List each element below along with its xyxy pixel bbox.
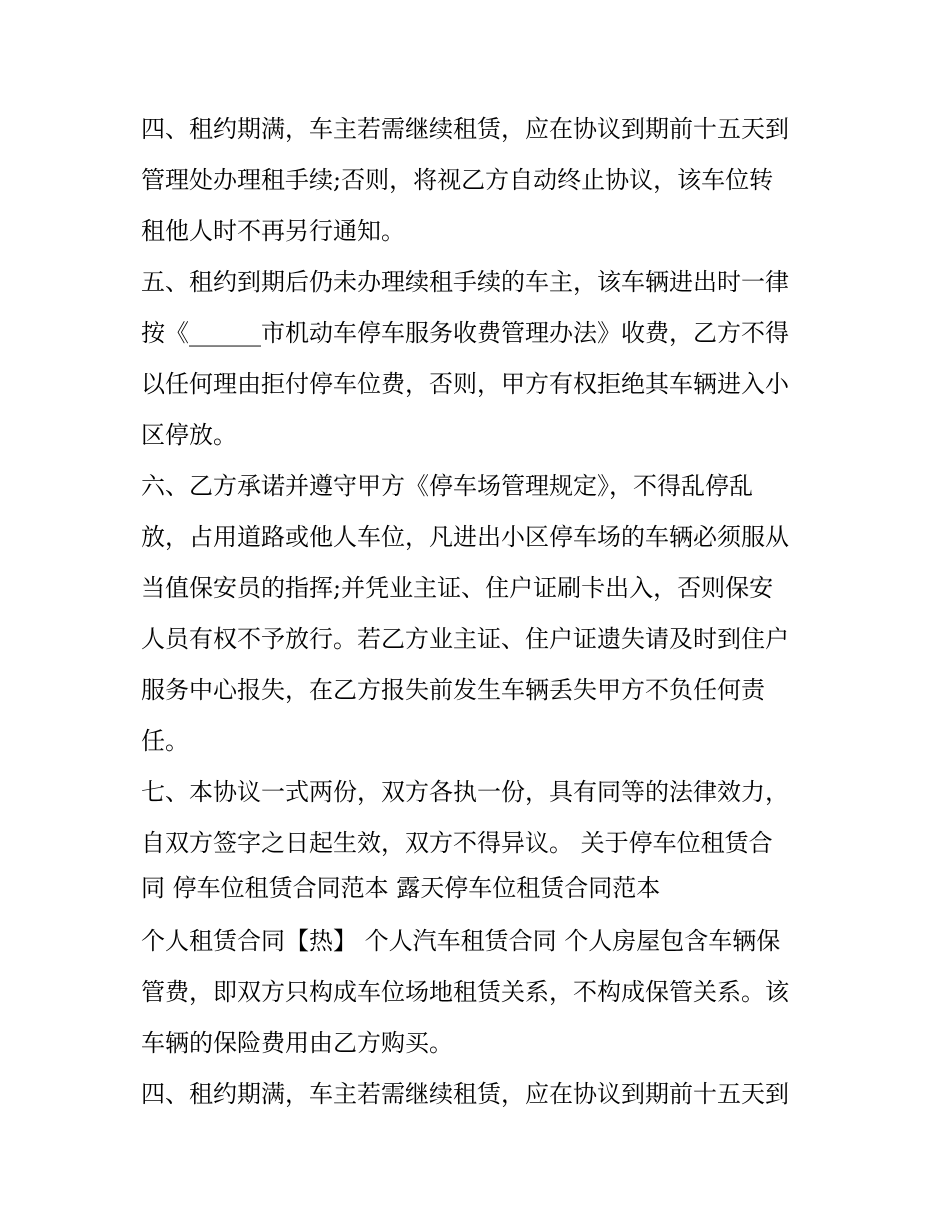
text-line: 四、租约期满，车主若需继续租赁，应在协议到期前十五天到 [141, 115, 789, 143]
text-line: 五、租约到期后仍未办理续租手续的车主，该车辆进出时一律 [141, 268, 789, 296]
text-line: 四、租约期满，车主若需继续租赁，应在协议到期前十五天到 [141, 1080, 789, 1108]
text-line: 管费，即双方只构成车位场地租赁关系，不构成保管关系。该 [141, 978, 789, 1006]
text-line: 当值保安员的指挥;并凭业主证、住户证刷卡出入，否则保安 [141, 574, 774, 602]
text-line: 管理处办理租手续;否则，将视乙方自动终止协议，该车位转 [141, 166, 774, 194]
text-line: 同 停车位租赁合同范本 露天停车位租赁合同范本 [141, 874, 661, 902]
text-line: 租他人时不再另行通知。 [141, 217, 405, 245]
text-line: 任。 [141, 727, 189, 755]
text-line: 服务中心报失，在乙方报失前发生车辆丢失甲方不负任何责 [141, 676, 765, 704]
text-line: 以任何理由拒付停车位费，否则，甲方有权拒绝其车辆进入小 [141, 370, 789, 398]
text-line: 车辆的保险费用由乙方购买。 [141, 1029, 453, 1057]
text-line: 放，占用道路或他人车位，凡进出小区停车场的车辆必须服从 [141, 523, 789, 551]
text-line: 个人租赁合同【热】 个人汽车租赁合同 个人房屋包含车辆保 [141, 927, 781, 955]
text-line: 六、乙方承诺并遵守甲方《停车场管理规定》，不得乱停乱 [141, 472, 753, 500]
text-line: 按《______市机动车停车服务收费管理办法》收费，乙方不得 [141, 319, 789, 347]
text-line: 人员有权不予放行。若乙方业主证、住户证遗失请及时到住户 [141, 625, 789, 653]
text-line: 自双方签字之日起生效，双方不得异议。 关于停车位租赁合 [141, 829, 773, 857]
text-line: 区停放。 [141, 421, 237, 449]
text-line: 七、本协议一式两份，双方各执一份，具有同等的法律效力， [141, 778, 789, 806]
